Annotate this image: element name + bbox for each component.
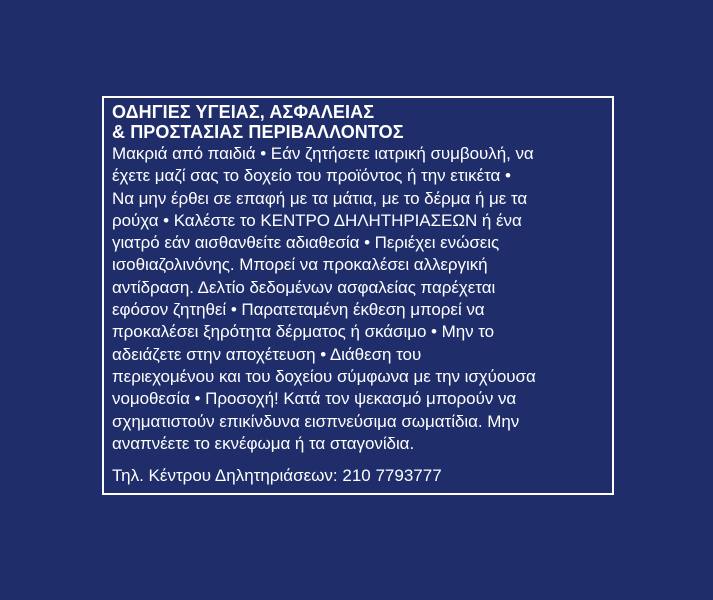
text-line: Να μην έρθει σε επαφή με τα μάτια, με το δέρμα ή με τα [112, 188, 528, 208]
text-line: έχετε μαζί σας το δοχείο του προϊόντος ή την ετικέτα • [112, 166, 511, 186]
poison-center-phone: Τηλ. Κέντρου Δηλητηριάσεων: 210 7793777 [112, 466, 442, 486]
title-line-1: ΟΔΗΓΙΕΣ ΥΓΕΙΑΣ, ΑΣΦΑΛΕΙΑΣ [112, 102, 375, 122]
text-line: προκαλέσει ξηρότητα δέρματος ή σκάσιμο • Μην το [112, 322, 495, 342]
text-line: νομοθεσία • Προσοχή! Κατά τον ψεκασμό μπορούν να [112, 389, 517, 409]
panel-title [112, 102, 608, 142]
text-line: ρούχα • Καλέστε το ΚΕΝΤΡΟ ΔΗΛΗΤΗΡΙΑΣΕΩΝ ή ένα [112, 210, 522, 230]
title-line-2: & ΠΡΟΣΤΑΣΙΑΣ ΠΕΡΙΒΑΛΛΟΝΤΟΣ [112, 122, 404, 142]
text-line: εφόσον ζητηθεί • Παρατεταμένη έκθεση μπορεί να [112, 300, 485, 320]
instructions-text [112, 143, 608, 455]
text-line: ισοθιαζολινόνης. Μπορεί να προκαλέσει αλλεργική [112, 255, 488, 275]
text-line: περιεχομένου και του δοχείου σύμφωνα με την ισχύουσα [112, 366, 536, 386]
text-line: αναπνέετε το εκνέφωμα ή τα σταγονίδια. [112, 433, 415, 453]
text-line: Μακριά από παιδιά • Εάν ζητήσετε ιατρική συμβουλή, να [112, 144, 534, 163]
text-line: σχηματιστούν επικίνδυνα εισπνεύσιμα σωματίδια. Μην [112, 411, 520, 431]
text-line: γιατρό εάν αισθανθείτε αδιαθεσία • Περιέχει ενώσεις [112, 233, 500, 253]
text-line: αδειάζετε στην αποχέτευση • Διάθεση του [112, 344, 422, 364]
safety-instructions-panel [102, 96, 614, 495]
text-line: αντίδραση. Δελτίο δεδομένων ασφαλείας παρέχεται [112, 277, 496, 297]
